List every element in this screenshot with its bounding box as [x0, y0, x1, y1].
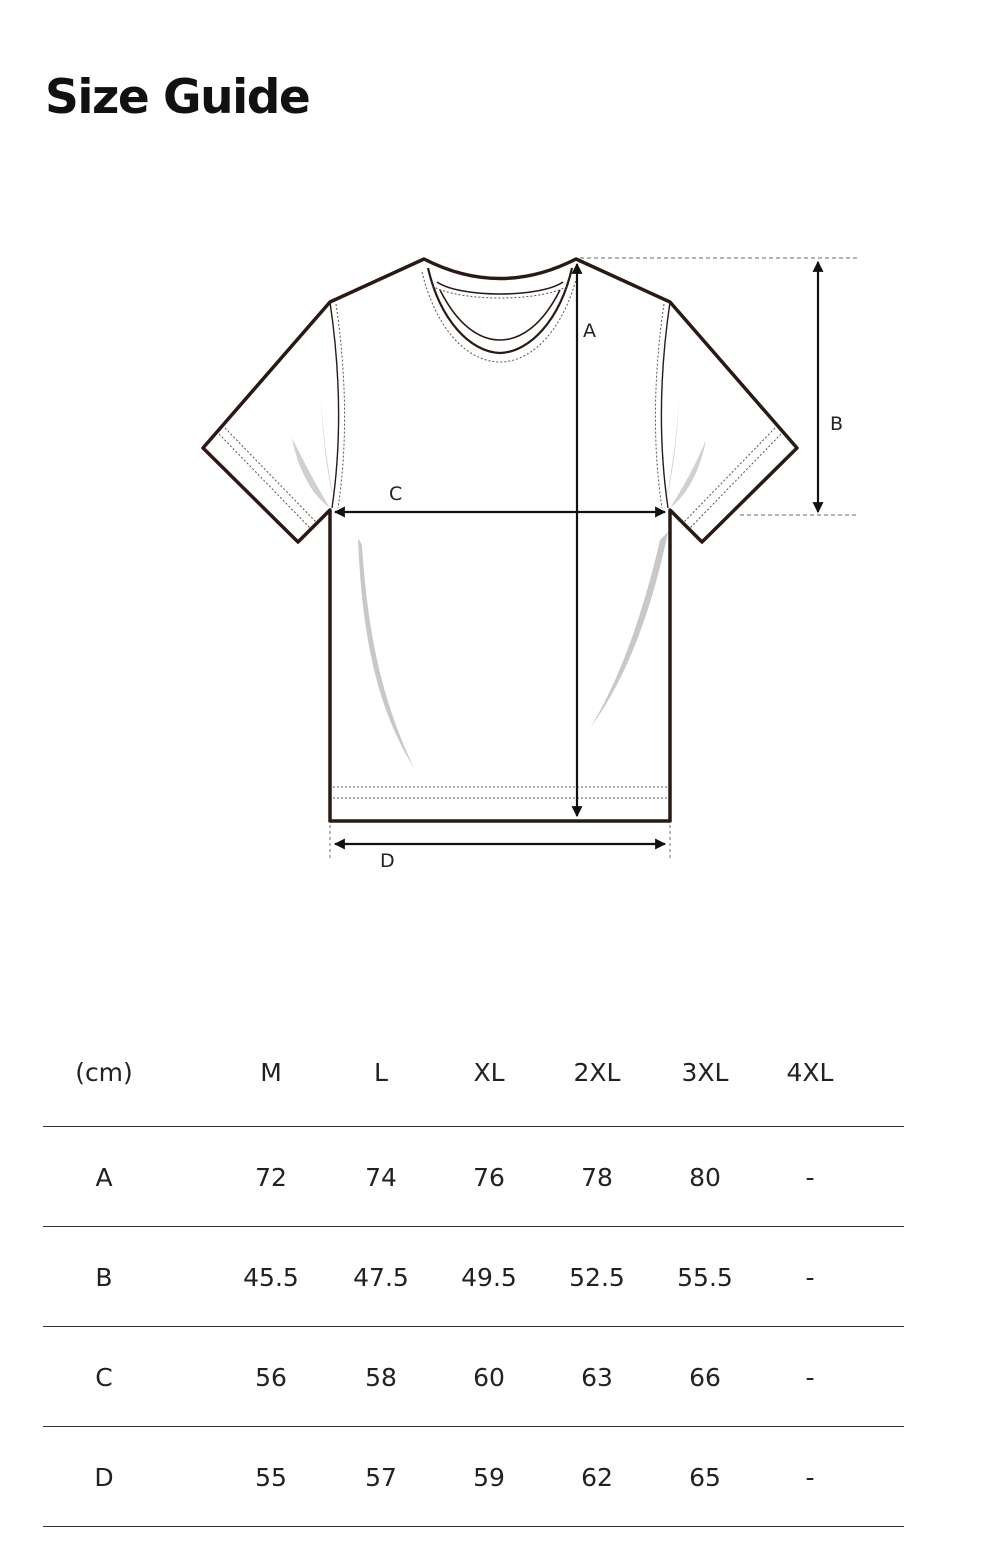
size-header-m: M: [260, 1058, 282, 1087]
table-cell: 80: [689, 1163, 721, 1192]
size-header-l: L: [374, 1058, 388, 1087]
fabric-shade-right-sleeve: [666, 380, 680, 500]
table-cell: 72: [255, 1163, 287, 1192]
measure-label-a: A: [583, 320, 596, 342]
fabric-shade-left-armpit: [292, 438, 330, 508]
table-row-c: [43, 1327, 904, 1427]
table-row-b: [43, 1227, 904, 1327]
collar-inner-back: [437, 282, 563, 294]
table-cell: 55: [255, 1463, 287, 1492]
table-cell: 62: [581, 1463, 613, 1492]
table-cell: 47.5: [353, 1263, 409, 1292]
row-label: B: [95, 1263, 113, 1292]
row-label: A: [95, 1163, 113, 1192]
row-label: D: [94, 1463, 114, 1492]
size-header-xl: XL: [473, 1058, 505, 1087]
fabric-shade-left-sleeve: [320, 380, 334, 500]
table-header-row: [43, 1022, 904, 1127]
table-cell: 65: [689, 1463, 721, 1492]
table-cell: 74: [365, 1163, 397, 1192]
measure-label-d: D: [380, 850, 395, 872]
table-cell: -: [805, 1163, 815, 1192]
page-title: Size Guide: [45, 70, 310, 125]
left-sleeve-hem-stitch-2: [225, 428, 316, 522]
row-label: C: [95, 1363, 113, 1392]
measure-label-b: B: [830, 413, 844, 435]
table-cell: 52.5: [569, 1263, 625, 1292]
size-header-3xl: 3XL: [681, 1058, 729, 1087]
left-armhole-seam: [330, 302, 339, 508]
table-row-a: [43, 1127, 904, 1227]
table-row-d: [43, 1427, 904, 1527]
table-cell: 56: [255, 1363, 287, 1392]
right-sleeve-hem-stitch-2: [684, 428, 775, 522]
unit-label: (cm): [75, 1058, 133, 1087]
size-header-4xl: 4XL: [786, 1058, 834, 1087]
table-cell: -: [805, 1463, 815, 1492]
right-armhole-seam: [661, 302, 670, 508]
table-cell: 58: [365, 1363, 397, 1392]
table-cell: 78: [581, 1163, 613, 1192]
table-cell: 59: [473, 1463, 505, 1492]
measure-label-c: C: [389, 483, 403, 505]
table-cell: 60: [473, 1363, 505, 1392]
left-armhole-stitch: [336, 304, 345, 508]
table-cell: 57: [365, 1463, 397, 1492]
fabric-shade-left: [358, 538, 414, 768]
size-table: [43, 1022, 904, 1527]
tshirt-outline: [203, 259, 797, 821]
right-armhole-stitch: [655, 304, 664, 508]
table-cell: 55.5: [677, 1263, 733, 1292]
table-cell: -: [805, 1263, 815, 1292]
table-cell: 63: [581, 1363, 613, 1392]
table-cell: 76: [473, 1163, 505, 1192]
fabric-shade-right-armpit: [670, 440, 706, 508]
table-cell: 45.5: [243, 1263, 299, 1292]
fabric-shade-right: [590, 532, 668, 728]
table-cell: 49.5: [461, 1263, 517, 1292]
size-header-2xl: 2XL: [573, 1058, 621, 1087]
table-cell: 66: [689, 1363, 721, 1392]
table-cell: -: [805, 1363, 815, 1392]
